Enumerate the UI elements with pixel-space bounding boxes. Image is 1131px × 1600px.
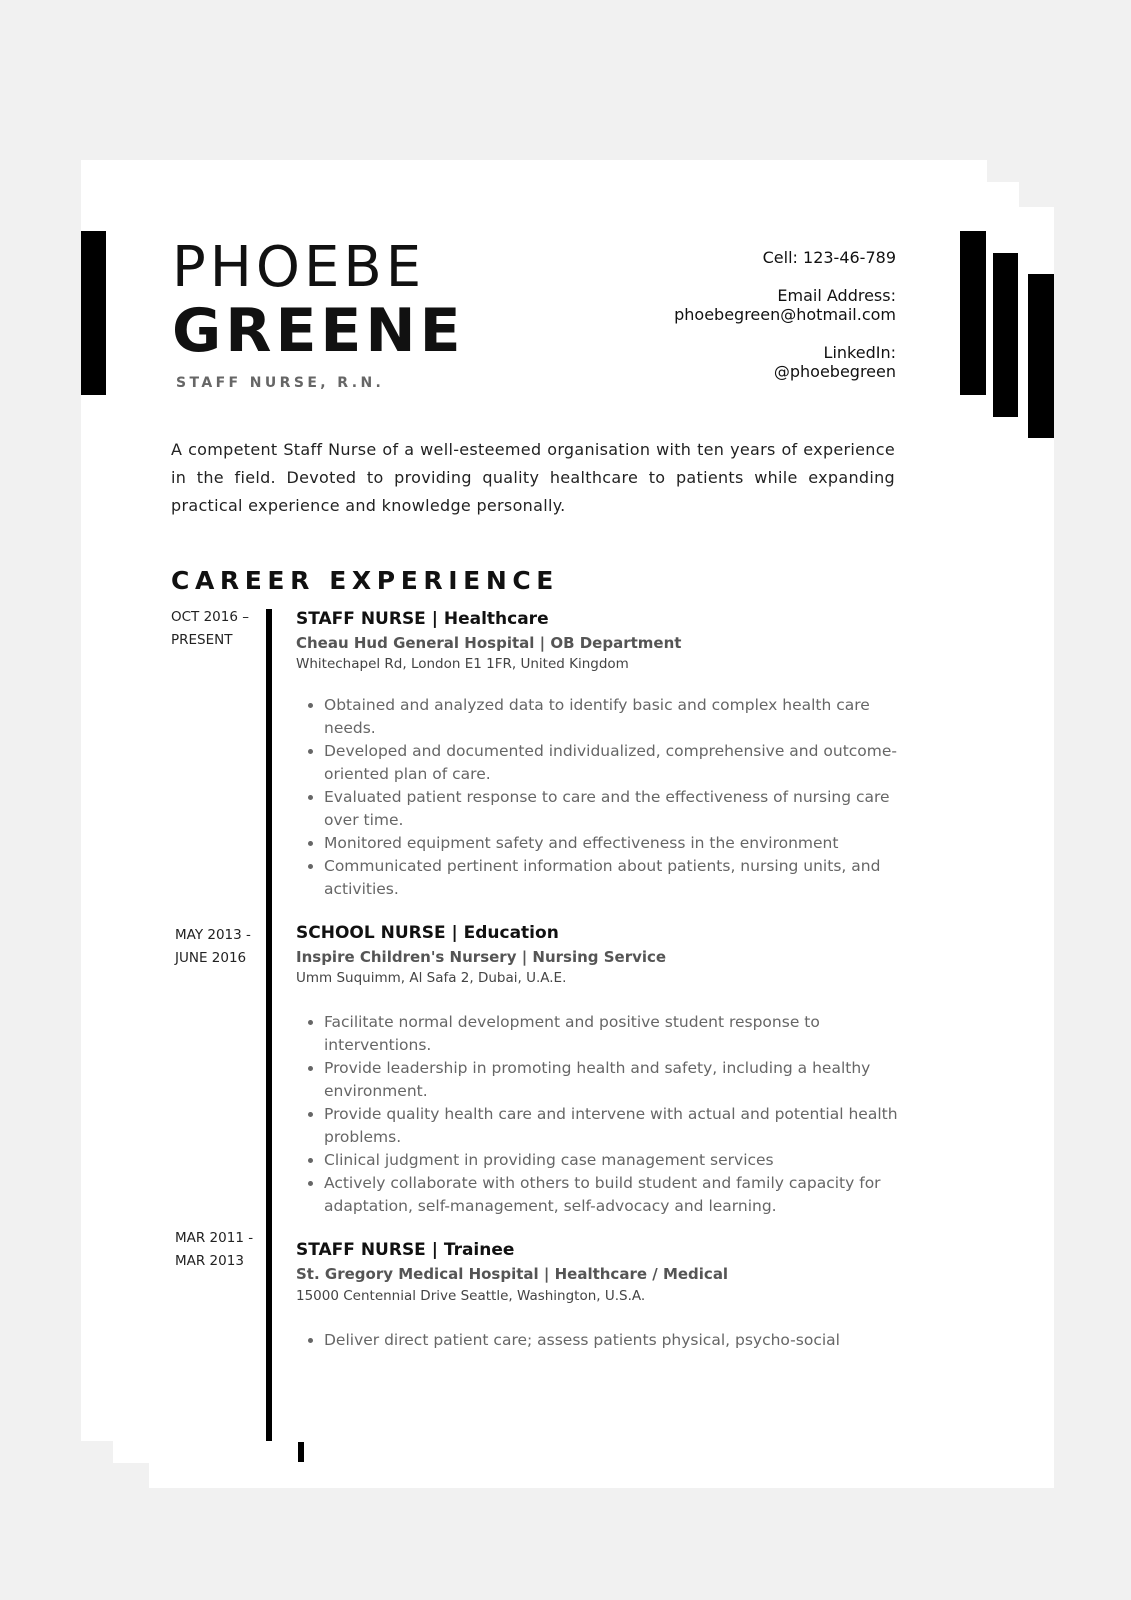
profile-summary: A competent Staff Nurse of a well-esteemed organisation with ten years of experience in the field. Devoted to providing quality healthcare to patients while expanding practical experience and knowledge personally. — [171, 440, 895, 515]
job-date-range — [175, 924, 251, 970]
job-date-range — [175, 1227, 253, 1273]
decorative-bar-right-3 — [1028, 274, 1054, 438]
job-duty-item: • Communicated pertinent information about patients, nursing units, and activities. — [324, 855, 924, 901]
job-date-end: JUNE 2016 — [175, 950, 247, 966]
timeline-end-marker — [298, 1442, 304, 1462]
job-duty-item: • Clinical judgment in providing case management services — [324, 1149, 924, 1172]
job-duty-item: • Developed and documented individualized, comprehensive and outcome-oriented plan of care. — [324, 740, 924, 786]
email-address[interactable]: phoebegreen@hotmail.com — [674, 305, 896, 324]
job-duties-list — [296, 1011, 924, 1218]
job-date-range — [171, 606, 249, 652]
job-role: STAFF NURSE | Healthcare — [296, 609, 549, 629]
job-address: 15000 Centennial Drive Seattle, Washington, U.S.A. — [296, 1288, 646, 1304]
job-date-start: MAR 2011 - — [175, 1230, 254, 1246]
job-duty-item: • Monitored equipment safety and effectiveness in the environment — [324, 832, 924, 855]
job-organization: Cheau Hud General Hospital | OB Department — [296, 634, 682, 652]
job-address: Umm Suquimm, Al Safa 2, Dubai, U.A.E. — [296, 970, 567, 986]
job-date-end: MAR 2013 — [175, 1253, 244, 1269]
job-date-end: PRESENT — [171, 632, 233, 648]
job-duty-item: • Obtained and analyzed data to identify basic and complex health care needs. — [324, 694, 924, 740]
first-name: PHOEBE — [172, 235, 426, 300]
section-title-career-experience: CAREER EXPERIENCE — [171, 566, 559, 595]
job-duties-list — [296, 1329, 924, 1352]
linkedin-label: LinkedIn: — [823, 343, 896, 362]
decorative-bar-left — [81, 231, 106, 395]
job-duty-item: • Provide quality health care and intervene with actual and potential health problems. — [324, 1103, 924, 1149]
job-duty-item: • Actively collaborate with others to build student and family capacity for adaptation, self-management, self-advocacy and learning. — [324, 1172, 924, 1218]
email-label: Email Address: — [777, 286, 896, 305]
decorative-bar-right-1 — [960, 231, 986, 395]
cell-number: Cell: 123-46-789 — [762, 248, 896, 267]
job-duty-item: • Deliver direct patient care; assess patients physical, psycho-social — [324, 1329, 924, 1352]
job-duty-item: • Provide leadership in promoting health and safety, including a healthy environment. — [324, 1057, 924, 1103]
job-duty-item: • Facilitate normal development and positive student response to interventions. — [324, 1011, 924, 1057]
timeline-line — [266, 609, 272, 1441]
job-organization: Inspire Children's Nursery | Nursing Service — [296, 948, 667, 966]
job-title: STAFF NURSE, R.N. — [176, 375, 385, 391]
job-address: Whitechapel Rd, London E1 1FR, United Kingdom — [296, 656, 629, 672]
contact-block — [674, 248, 896, 400]
decorative-bar-right-2 — [993, 253, 1018, 417]
last-name: GREENE — [172, 296, 465, 366]
job-date-start: MAY 2013 - — [175, 927, 251, 943]
job-date-start: OCT 2016 – — [171, 609, 249, 625]
linkedin-handle[interactable]: @phoebegreen — [773, 362, 896, 381]
job-duty-item: • Evaluated patient response to care and the effectiveness of nursing care over time. — [324, 786, 924, 832]
job-duties-list — [296, 694, 924, 901]
job-role: SCHOOL NURSE | Education — [296, 923, 559, 943]
job-role: STAFF NURSE | Trainee — [296, 1240, 515, 1260]
job-organization: St. Gregory Medical Hospital | Healthcare / Medical — [296, 1265, 729, 1283]
